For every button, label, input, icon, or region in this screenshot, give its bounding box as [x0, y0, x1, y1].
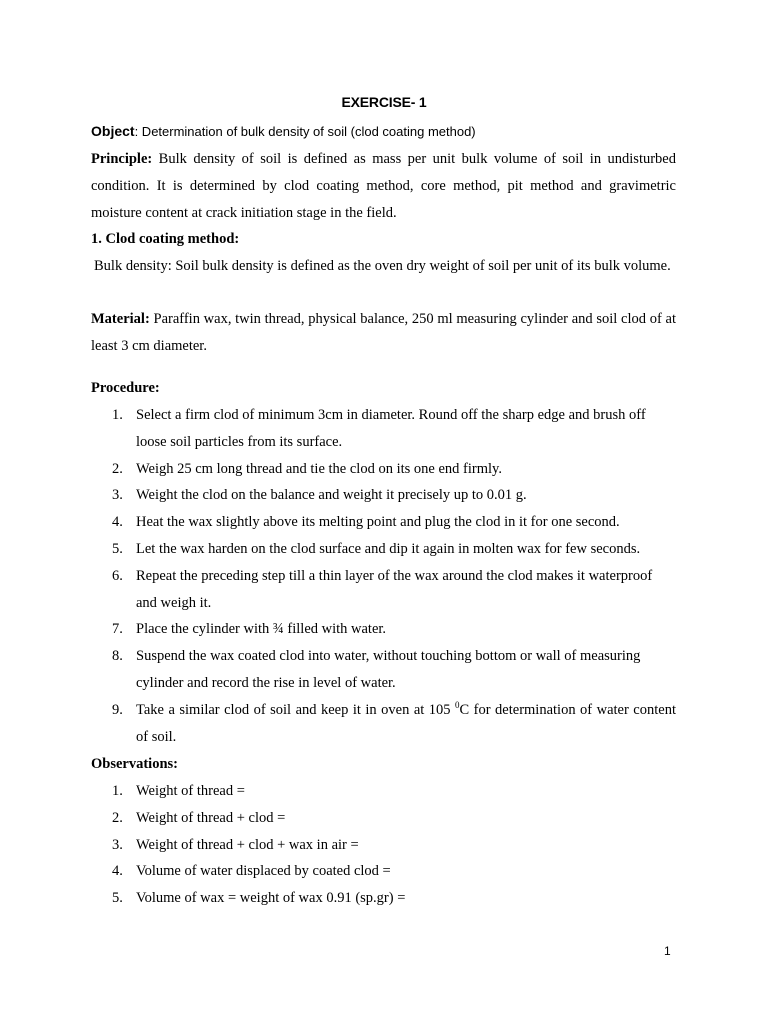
step-text-before: Take a similar clod of soil and keep it in oven at 105 — [136, 701, 455, 718]
principle-label: Principle: — [91, 151, 153, 167]
observation-text: Volume of water displaced by coated clod = — [136, 863, 391, 880]
step-number: 1. — [112, 407, 123, 423]
observation-item — [91, 805, 676, 832]
procedure-step — [91, 482, 676, 509]
step-text: Weight the clod on the balance and weight it precisely up to 0.01 g. — [136, 487, 527, 504]
material-paragraph — [91, 306, 676, 360]
step-number: 8. — [112, 648, 123, 665]
observation-text: Weight of thread = — [136, 783, 245, 799]
material-text: Paraffin wax, twin thread, physical balance, 250 ml measuring cylinder and soil clod of at least 3 cm diameter. — [91, 311, 676, 354]
procedure-step — [91, 509, 676, 536]
method-heading — [91, 226, 676, 253]
observation-number: 5. — [112, 890, 123, 907]
step-number: 5. — [112, 540, 123, 557]
page-number: 1 — [664, 944, 671, 958]
step-text-after: C for determination of water content of soil. — [136, 701, 676, 745]
step-text: Repeat the preceding step till a thin layer of the wax around the clod makes it waterproof and weigh it. — [136, 567, 653, 611]
step-text: Place the cylinder with ¾ filled with water. — [136, 621, 387, 638]
procedure-step — [91, 536, 676, 563]
procedure-list — [91, 402, 676, 750]
exercise-title: EXERCISE- 1 — [341, 94, 427, 110]
observations-heading — [91, 751, 676, 778]
material-label: Material: — [91, 311, 150, 327]
step-number: 7. — [112, 621, 123, 638]
step-text: Weigh 25 cm long thread and tie the clod on its one end firmly. — [136, 460, 502, 477]
object-label: Object — [91, 123, 135, 139]
step-number: 2. — [112, 460, 123, 477]
procedure-heading — [91, 375, 676, 402]
step-number: 9. — [112, 701, 123, 718]
bulk-density-text: Bulk density: Soil bulk density is defined as the oven dry weight of soil per unit of its bulk volume. — [94, 258, 671, 274]
procedure-step — [91, 563, 676, 617]
procedure-step — [91, 402, 676, 456]
observation-number: 2. — [112, 809, 123, 826]
observation-text: Weight of thread + clod + wax in air = — [136, 836, 359, 853]
object-line — [91, 121, 681, 142]
step-number: 3. — [112, 487, 123, 504]
observation-item — [91, 885, 676, 912]
step-text: Heat the wax slightly above its melting point and plug the clod in it for one second. — [136, 514, 620, 531]
principle-paragraph — [91, 146, 676, 226]
principle-text: Bulk density of soil is defined as mass per unit bulk volume of soil in undisturbed condition. It is determined by clod coating method, core method, pit method and gravimetric moisture content at crack initiation stage in the field. — [91, 151, 676, 221]
procedure-step — [91, 456, 676, 483]
step-text: Suspend the wax coated clod into water, without touching bottom or wall of measuring cylinder and record the rise in level of water. — [136, 648, 641, 691]
step-number: 4. — [112, 514, 123, 531]
step-number: 6. — [112, 567, 123, 584]
degree-superscript: 0 — [455, 699, 460, 710]
procedure-step — [91, 616, 676, 643]
procedure-step — [91, 643, 676, 697]
observation-item — [91, 778, 676, 805]
method-heading-text: 1. Clod coating method: — [91, 231, 240, 247]
observation-number: 1. — [112, 783, 123, 799]
observations-heading-text: Observations: — [91, 756, 178, 772]
object-text: : Determination of bulk density of soil (clod coating method) — [134, 124, 476, 139]
observation-number: 3. — [112, 836, 123, 853]
observation-text: Weight of thread + clod = — [136, 809, 286, 826]
procedure-step — [91, 697, 676, 751]
step-text: Let the wax harden on the clod surface and dip it again in molten wax for few seconds. — [136, 540, 641, 557]
observation-item — [91, 858, 676, 885]
observation-number: 4. — [112, 863, 123, 880]
procedure-heading-text: Procedure: — [91, 380, 160, 396]
bulk-density-paragraph — [91, 253, 676, 280]
observation-text: Volume of wax = weight of wax 0.91 (sp.gr) = — [136, 890, 406, 907]
step-text: Select a firm clod of minimum 3cm in diameter. Round off the sharp edge and brush off loose soil particles from its surface. — [136, 407, 646, 450]
observations-list — [91, 778, 676, 912]
observation-item — [91, 832, 676, 859]
